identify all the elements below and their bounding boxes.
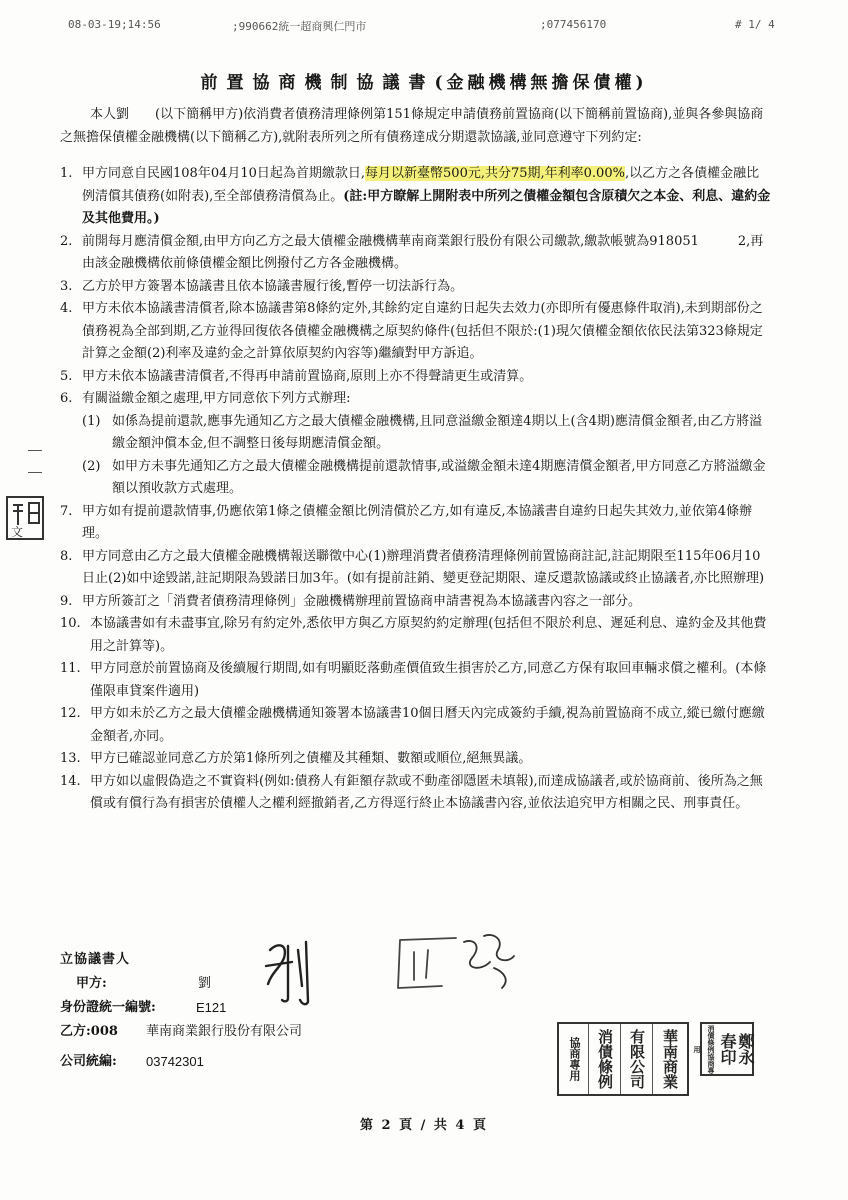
clause-text: 甲方如有提前還款情事,仍應依第1條之債權金額比例清償於乙方,如有違反,本協議書自違約日起失其效力,並依第4條辦理。 xyxy=(82,503,753,541)
sub-text: 如係為提前還款,應事先通知乙方之最大債權金融機構,且同意溢繳金額達4期以上(含4期)應清償金額者,由乙方將溢繳金額沖償本金,但不調整日後每期應清償金額。 xyxy=(112,413,763,451)
clause-number: 5. xyxy=(60,368,73,384)
sub-number: (2) xyxy=(82,458,101,474)
clause-number: 7. xyxy=(60,503,73,519)
clause-text: 甲方未依本協議書清償者,除本協議書第8條約定外,其餘約定自違約日起失去效力(亦即所有優惠條件取消),未到期部份之債務視為全部到期,乙方並得回復依各債權金融機構之原契約條件(包括但不限於:(1)現欠債權金額依依民法第323條規定計算之金額(2)利率及違約金之計算依原契約內容等)繼續對甲方訴追。 xyxy=(82,301,763,361)
party-a-name: 劉 xyxy=(198,976,212,991)
clause-9 xyxy=(60,591,772,614)
fax-timestamp: 08-03-19;14:56 xyxy=(68,18,161,31)
side-stamp-text: 文 xyxy=(11,525,24,539)
id-number-label: 身份證統一編號: xyxy=(60,1000,156,1015)
fax-number: ;077456170 xyxy=(540,18,607,31)
scan-mark xyxy=(28,472,42,473)
bank-seal-text: 消債條例 xyxy=(596,1029,614,1089)
representative-seal xyxy=(693,1022,755,1076)
clause-text: 甲方同意於前置協商及後續履行期間,如有明顯貶落動產價值致生損害於乙方,同意乙方保有取回車輛求償之權利。(本條僅限車貸案件適用) xyxy=(90,661,767,699)
intro-paragraph: 本人劉 (以下簡稱甲方)依消費者債務清理條例第151條規定申請債務前置協商(以下簡稱前置協商),並與各參與協商之無擔保債權金融機構(以下簡稱乙方),就附表所列之所有債務達成分期還款協議,並同意遵守下列約定: xyxy=(60,107,764,145)
clause-number: 3. xyxy=(60,278,73,294)
bank-seal-text: 有限公司 xyxy=(628,1029,646,1089)
clause-4 xyxy=(60,298,772,366)
clause-12 xyxy=(60,703,772,748)
id-number-value: E121 xyxy=(196,1000,227,1015)
bank-seal-column xyxy=(559,1024,589,1094)
party-b-label: 乙方:008 xyxy=(60,1024,118,1039)
agreement-body xyxy=(60,104,772,816)
clause-text: 前開每月應清償金額,由甲方向乙方之最大債權金融機構華南商業銀行股份有限公司繳款,繳款帳號為918051 2,再由該金融機構依前條債權金額比例撥付乙方各金融機構。 xyxy=(82,233,764,271)
clause-text: 甲方如以虛假偽造之不實資料(例如:債務人有鉅額存款或不動產卻隱匿未填報),而達成協議者,或於協商前、後所為之無償或有償行為有損害於債權人之權利經撤銷者,乙方得逕行終止本協議書內容,並依法追究甲方相關之民、刑事責任。 xyxy=(90,773,763,811)
clause-number: 13. xyxy=(60,751,81,766)
bank-seal-column xyxy=(653,1024,685,1094)
bank-seal-text: 華南商業 xyxy=(661,1029,679,1089)
clause-5 xyxy=(60,366,772,389)
bank-seal-column xyxy=(589,1024,621,1094)
clause-text: 甲方所簽訂之「消費者債務清理條例」金融機構辦理前置協商申請書視為本協議書內容之一部分。 xyxy=(82,593,642,609)
fax-sender: ;990662統一超商興仁門市 xyxy=(232,20,367,33)
title-suffix: (金融機構無擔保債權) xyxy=(434,73,648,93)
tax-id-row xyxy=(60,1050,520,1074)
clause-7 xyxy=(60,501,772,546)
clause-8 xyxy=(60,546,772,591)
clause-6 xyxy=(60,388,772,411)
party-b-name: 華南商業銀行股份有限公司 xyxy=(146,1024,303,1039)
fax-page: # 1/ 4 xyxy=(735,18,775,31)
clause-text: 本協議書如有未盡事宜,除另有約定外,悉依甲方與乙方原契約約定辦理(包括但不限於利息、遲延利息、違約金及其他費用之計算等)。 xyxy=(90,616,767,654)
sub-number: (1) xyxy=(82,413,101,429)
clause-6-sub-2 xyxy=(82,456,772,501)
page-footer: 第 2 頁 / 共 4 頁 xyxy=(360,1118,488,1133)
tax-id-label: 公司統編: xyxy=(60,1054,117,1069)
clause-text: 甲方同意由乙方之最大債權金融機構報送聯徵中心(1)辦理消費者債務清理條例前置協商註記,註記期限至115年06月10日止(2)如中途毀諾,註記期限為毀諾日加3年。(如有提前註銷、變更登記期限、違反還款協議或終止協議者,亦比照辦理) xyxy=(82,548,765,586)
clause-1-middle: ,以乙方之各債權金融比例清償其債務(如附表),至全部債務清償為止。 xyxy=(82,166,760,204)
clause-text: 乙方於甲方簽署本協議書且依本協議書履行後,暫停一切法訴行為。 xyxy=(82,278,464,294)
clause-10 xyxy=(60,613,772,658)
clause-number: 2. xyxy=(60,233,73,249)
handwritten-signature-icon xyxy=(258,928,528,1008)
signatory-heading: 立協議書人 xyxy=(60,952,131,967)
representative-seal-small: 消債條例協商專用 xyxy=(693,1024,716,1074)
clause-number: 10. xyxy=(60,616,81,631)
clause-number: 8. xyxy=(60,548,73,564)
clause-11 xyxy=(60,658,772,703)
representative-seal-text: 鄭永 xyxy=(736,1033,755,1065)
clause-number: 14. xyxy=(60,773,81,789)
clause-text: 有關溢繳金額之處理,甲方同意依下列方式辦理: xyxy=(82,391,351,406)
tax-id-value: 03742301 xyxy=(146,1054,204,1069)
scan-mark xyxy=(28,450,42,451)
clause-number: 6. xyxy=(60,391,73,406)
sub-text: 如甲方未事先通知乙方之最大債權金融機構提前還款情事,或溢繳金額未達4期應清償金額者,甲方同意乙方將溢繳金額以預收款方式處理。 xyxy=(112,458,766,496)
representative-seal-text: 春印 xyxy=(718,1033,737,1065)
clause-2 xyxy=(60,231,772,276)
clause-13 xyxy=(60,748,772,771)
party-b-row xyxy=(60,1020,520,1044)
bank-seal-small-text: 協商專用 xyxy=(568,1037,581,1081)
clause-number: 11. xyxy=(60,661,81,676)
clause-number: 4. xyxy=(60,301,73,316)
clause-text: 甲方已確認並同意乙方於第1條所列之債權及其種類、數額或順位,絕無異議。 xyxy=(90,751,532,766)
clause-number: 9. xyxy=(60,593,73,609)
clause-text xyxy=(82,163,772,231)
side-stamp-icon xyxy=(5,495,47,541)
fax-header xyxy=(0,18,848,36)
title-main: 前置協商機制協議書 xyxy=(200,73,435,93)
clause-3 xyxy=(60,276,772,299)
payment-terms-highlight: 每月以新臺幣500元,共分75期,年利率0.00% xyxy=(365,166,625,181)
clause-number: 12. xyxy=(60,706,81,721)
document-title xyxy=(0,68,848,93)
clause-text: 甲方未依本協議書清償者,不得再申請前置協商,原則上亦不得聲請更生或清算。 xyxy=(82,368,533,384)
party-a-label: 甲方: xyxy=(76,976,107,991)
clause-text: 甲方如未於乙方之最大債權金融機構通知簽署本協議書10個日曆天內完成簽約手續,視為前置協商不成立,縱已繳付應繳金額者,亦同。 xyxy=(90,706,765,744)
clause-1 xyxy=(60,163,772,231)
clause-1-note: (註:甲方瞭解上開附表中所列之債權金額包含原積欠之本金、利息、違約金及其他費用。) xyxy=(82,188,771,226)
clause-1-start: 甲方同意自民國108年04月10日起為首期繳款日, xyxy=(82,166,366,181)
clause-6-sub-1 xyxy=(82,411,772,456)
bank-seal xyxy=(557,1022,689,1096)
clause-14 xyxy=(60,771,772,816)
clause-number: 1. xyxy=(60,166,73,181)
bank-seal-column xyxy=(621,1024,653,1094)
